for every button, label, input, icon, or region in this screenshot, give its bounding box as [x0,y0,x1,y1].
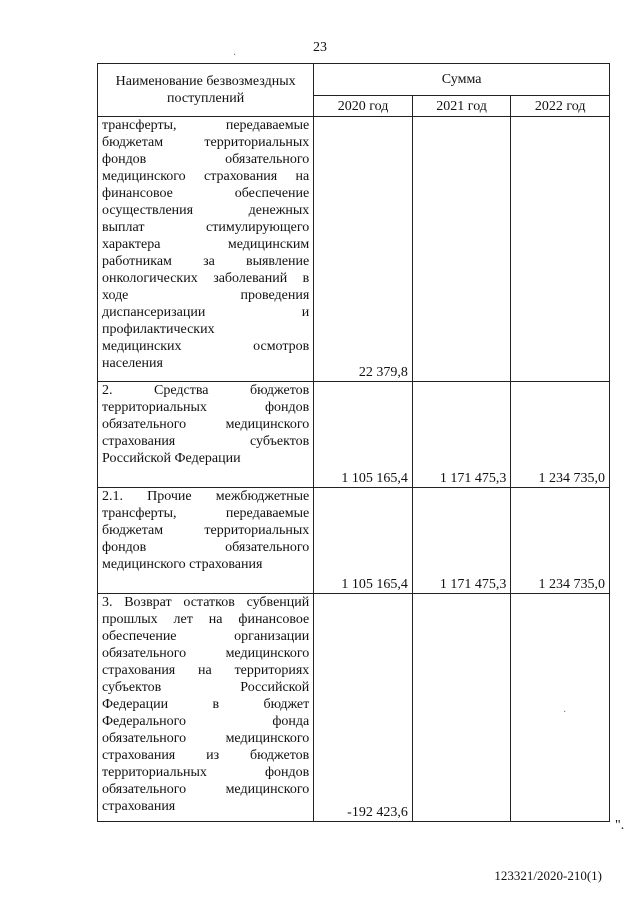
row-name-line: осуществления денежных [102,203,310,218]
value-2021 [412,117,511,382]
row-name-line: медицинского страхования на [102,169,310,184]
header-name: Наименование безвозмездных поступлений [98,64,314,117]
row-name-line: выплат стимулирующего [102,220,310,235]
scan-speck: · [233,50,237,61]
row-name-line: бюджетам территориальных [102,523,310,538]
row-name-line: обязательного медицинского [102,417,310,432]
value-2021: 1 171 475,3 [412,488,511,594]
row-name [98,488,314,594]
row-name-line: территориальных фондов [102,765,310,780]
row-name-line: финансовое обеспечение [102,186,310,201]
row-name-line: обязательного медицинского [102,731,310,746]
value-2022: 1 234 735,0 [511,488,610,594]
row-name-line: страхования из бюджетов [102,748,310,763]
value-2020: 22 379,8 [314,117,413,382]
value-2021: 1 171 475,3 [412,382,511,488]
header-year-2021: 2021 год [412,96,511,117]
row-name-line: 2.1. Прочие межбюджетные [102,489,310,504]
table-row [98,382,610,488]
row-name-line: 3. Возврат остатков субвенций [102,595,310,610]
row-name-line: характера медицинским [102,237,310,252]
row-name-line: страхования [102,799,176,814]
header-sum: Сумма [314,64,610,96]
row-name-line: страхования субъектов [102,434,310,449]
row-name-line: обеспечение организации [102,629,310,644]
row-name [98,117,314,382]
scan-speck: · [563,707,567,718]
row-name-line: территориальных фондов [102,400,310,415]
row-name-line: ходе проведения [102,288,310,303]
row-name-line: 2. Средства бюджетов [102,383,310,398]
revenue-table [97,63,610,822]
table-row [98,488,610,594]
page-number: 23 [313,40,327,55]
table-row [98,594,610,822]
row-name-line: страхования на территориях [102,663,310,678]
row-name-line: Федерального фонда [102,714,310,729]
closing-quote: ". [615,818,625,833]
value-2020: -192 423,6 [314,594,413,822]
row-name-line: диспансеризации и [102,305,310,320]
row-name-line: фондов обязательного [102,540,310,555]
row-name-line: населения [102,356,163,371]
row-name-line: прошлых лет на финансовое [102,612,310,627]
row-name-line: бюджетам территориальных [102,135,310,150]
row-name-line: субъектов Российской [102,680,310,695]
header-year-2022: 2022 год [511,96,610,117]
row-name-line: обязательного медицинского [102,782,310,797]
table-body [98,117,610,822]
value-2022: 1 234 735,0 [511,382,610,488]
document-code: 123321/2020-210(1) [494,868,602,883]
value-2020: 1 105 165,4 [314,382,413,488]
value-2022 [511,594,610,822]
row-name-line: медицинских осмотров [102,339,310,354]
row-name-line: онкологических заболеваний в [102,271,310,286]
row-name-line: фондов обязательного [102,152,310,167]
row-name-line: обязательного медицинского [102,646,310,661]
row-name-line: медицинского страхования [102,557,263,572]
value-2020: 1 105 165,4 [314,488,413,594]
row-name-line: профилактических [102,322,215,337]
value-2022 [511,117,610,382]
row-name [98,594,314,822]
row-name-line: Российской Федерации [102,451,241,466]
row-name-line: работникам за выявление [102,254,310,269]
value-2021 [412,594,511,822]
row-name [98,382,314,488]
row-name-line: трансферты, передаваемые [102,506,310,521]
row-name-line: трансферты, передаваемые [102,118,310,133]
header-year-2020: 2020 год [314,96,413,117]
table-row [98,117,610,382]
row-name-line: Федерации в бюджет [102,697,310,712]
